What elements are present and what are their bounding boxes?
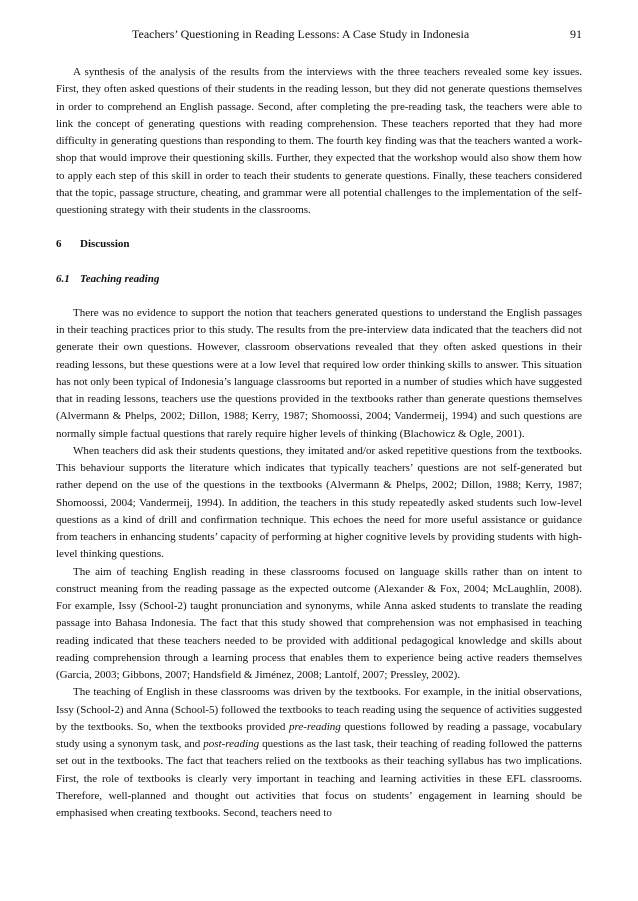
body-paragraph: There was no evidence to support the notion that teachers generated questions to understand the English passages in their teaching practices prior to this study. The results from the pre-interview data indicated that the teachers did not generate their own questions. However, classroom observations revealed that they often asked questions in their reading lessons, but these questions were at a low level that required low order thinking skills to answer. This situation has not only been typical of Indonesia’s language classrooms but reported in a number of studies which have suggested that in reading lessons, teachers use the questions provided in the textbooks rather than generate questions themselves (Alvermann & Phelps, 2002; Dillon, 1988; Kerry, 1987; Shomoossi, 2004; Vandermeij, 1994) and such questions are normally simple factual questions that rarely require higher levels of thinking (Blachowicz & Ogle, 2001). [56,306,582,440]
section-heading [56,236,582,253]
section-number: 6 [56,238,62,251]
emphasis-post-reading: post-reading [203,738,260,750]
text-run: questions followed by reading a passage, vocabulary study using a synonym task, and [56,720,582,750]
text-run: questions as the last task, their teaching of reading followed the patterns set out in the textbooks. The fact that teachers relied on the textbooks as their teaching syllabus has two implications. First, the role of textbooks is clearly very important in teaching and learning activities in these EFL classrooms. Therefore, well-planned and thought out activities that focus on students’ engagement in learning should be emphasised when creating textbooks. Second, teachers need to [56,738,582,819]
subsection-heading [56,271,582,288]
body-paragraph: The aim of teaching English reading in these classrooms focused on language skills rather than on intent to construct meaning from the reading passage as the expected outcome (Alexander & Fox, 2004; McLaughlin, 2008). For example, Issy (School-2) taught pronunciation and synonyms, while Anna asked students to translate the reading passage into Bahasa Indonesia. The fact that this study showed that comprehension was not emphasised in teaching reading indicated that these teachers needed to be provided with additional pedagogical knowledge and skills about reading comprehension through a learning process that enables them to experience being active readers themselves (Garcia, 2003; Gibbons, 2007; Handsfield & Jiménez, 2008; Lantolf, 2007; Pressley, 2002). [56,565,582,681]
subsection-number: 6.1 [56,272,70,285]
running-header [56,26,582,42]
running-header-title: Teachers’ Questioning in Reading Lessons: A Case Study in Indonesia [132,27,470,41]
emphasis-pre-reading: pre-reading [289,720,341,733]
body-paragraph: When teachers did ask their students questions, they imitated and/or asked repetitive questions from the textbooks. This behaviour supports the literature which indicates that typically teachers’ questions are not self-generated but rather depend on the use of the questions in the textbooks (Alvermann & Phelps, 2002; Dillon, 1988; Kerry, 1987; Shomoossi, 2004; Vandermeij, 1994). In addition, the teachers in this study repeatedly asked students such low-level questions as a kind of drill and confirmation technique. This echoes the need for more useful assistance or guidance from teachers in enhancing students’ capacity of performing at higher cognitive levels by providing students with high-level thinking questions. [56,444,582,561]
page-number: 91 [570,27,582,41]
intro-paragraph: A synthesis of the analysis of the results from the interviews with the three teachers revealed some key issues. First, they often asked questions of their students in the reading lesson, but they did not generate questions themselves in order to comprehend an English passage. Second, after completing the pre-reading task, the teachers were able to link the concept of generating questions with reading comprehension. These teachers reported that they had more difficulty in generating questions than responding to them. The fourth key finding was that the teachers wanted a workshop that would improve their questioning skills. Further, they expected that the workshop would also show them how to apply each step of this skill in order to teach their students to generate questions. Finally, these teachers considered that the topic, passage structure, cheating, and grammar were all potential challenges to the implementation of the self-questioning strategy with their students in the classrooms. [56,66,582,216]
subsection-title: Teaching reading [80,272,160,285]
text-run: The teaching of English in these classrooms was driven by the textbooks. For example, in the initial observations, Issy (School-2) and Anna (School-5) followed the textbooks to teach reading using the sequence of activities suggested by the textbooks. So, when the textbooks provided [56,686,582,733]
section-title: Discussion [80,238,130,251]
page-body [56,64,582,822]
body-paragraph [56,684,582,822]
